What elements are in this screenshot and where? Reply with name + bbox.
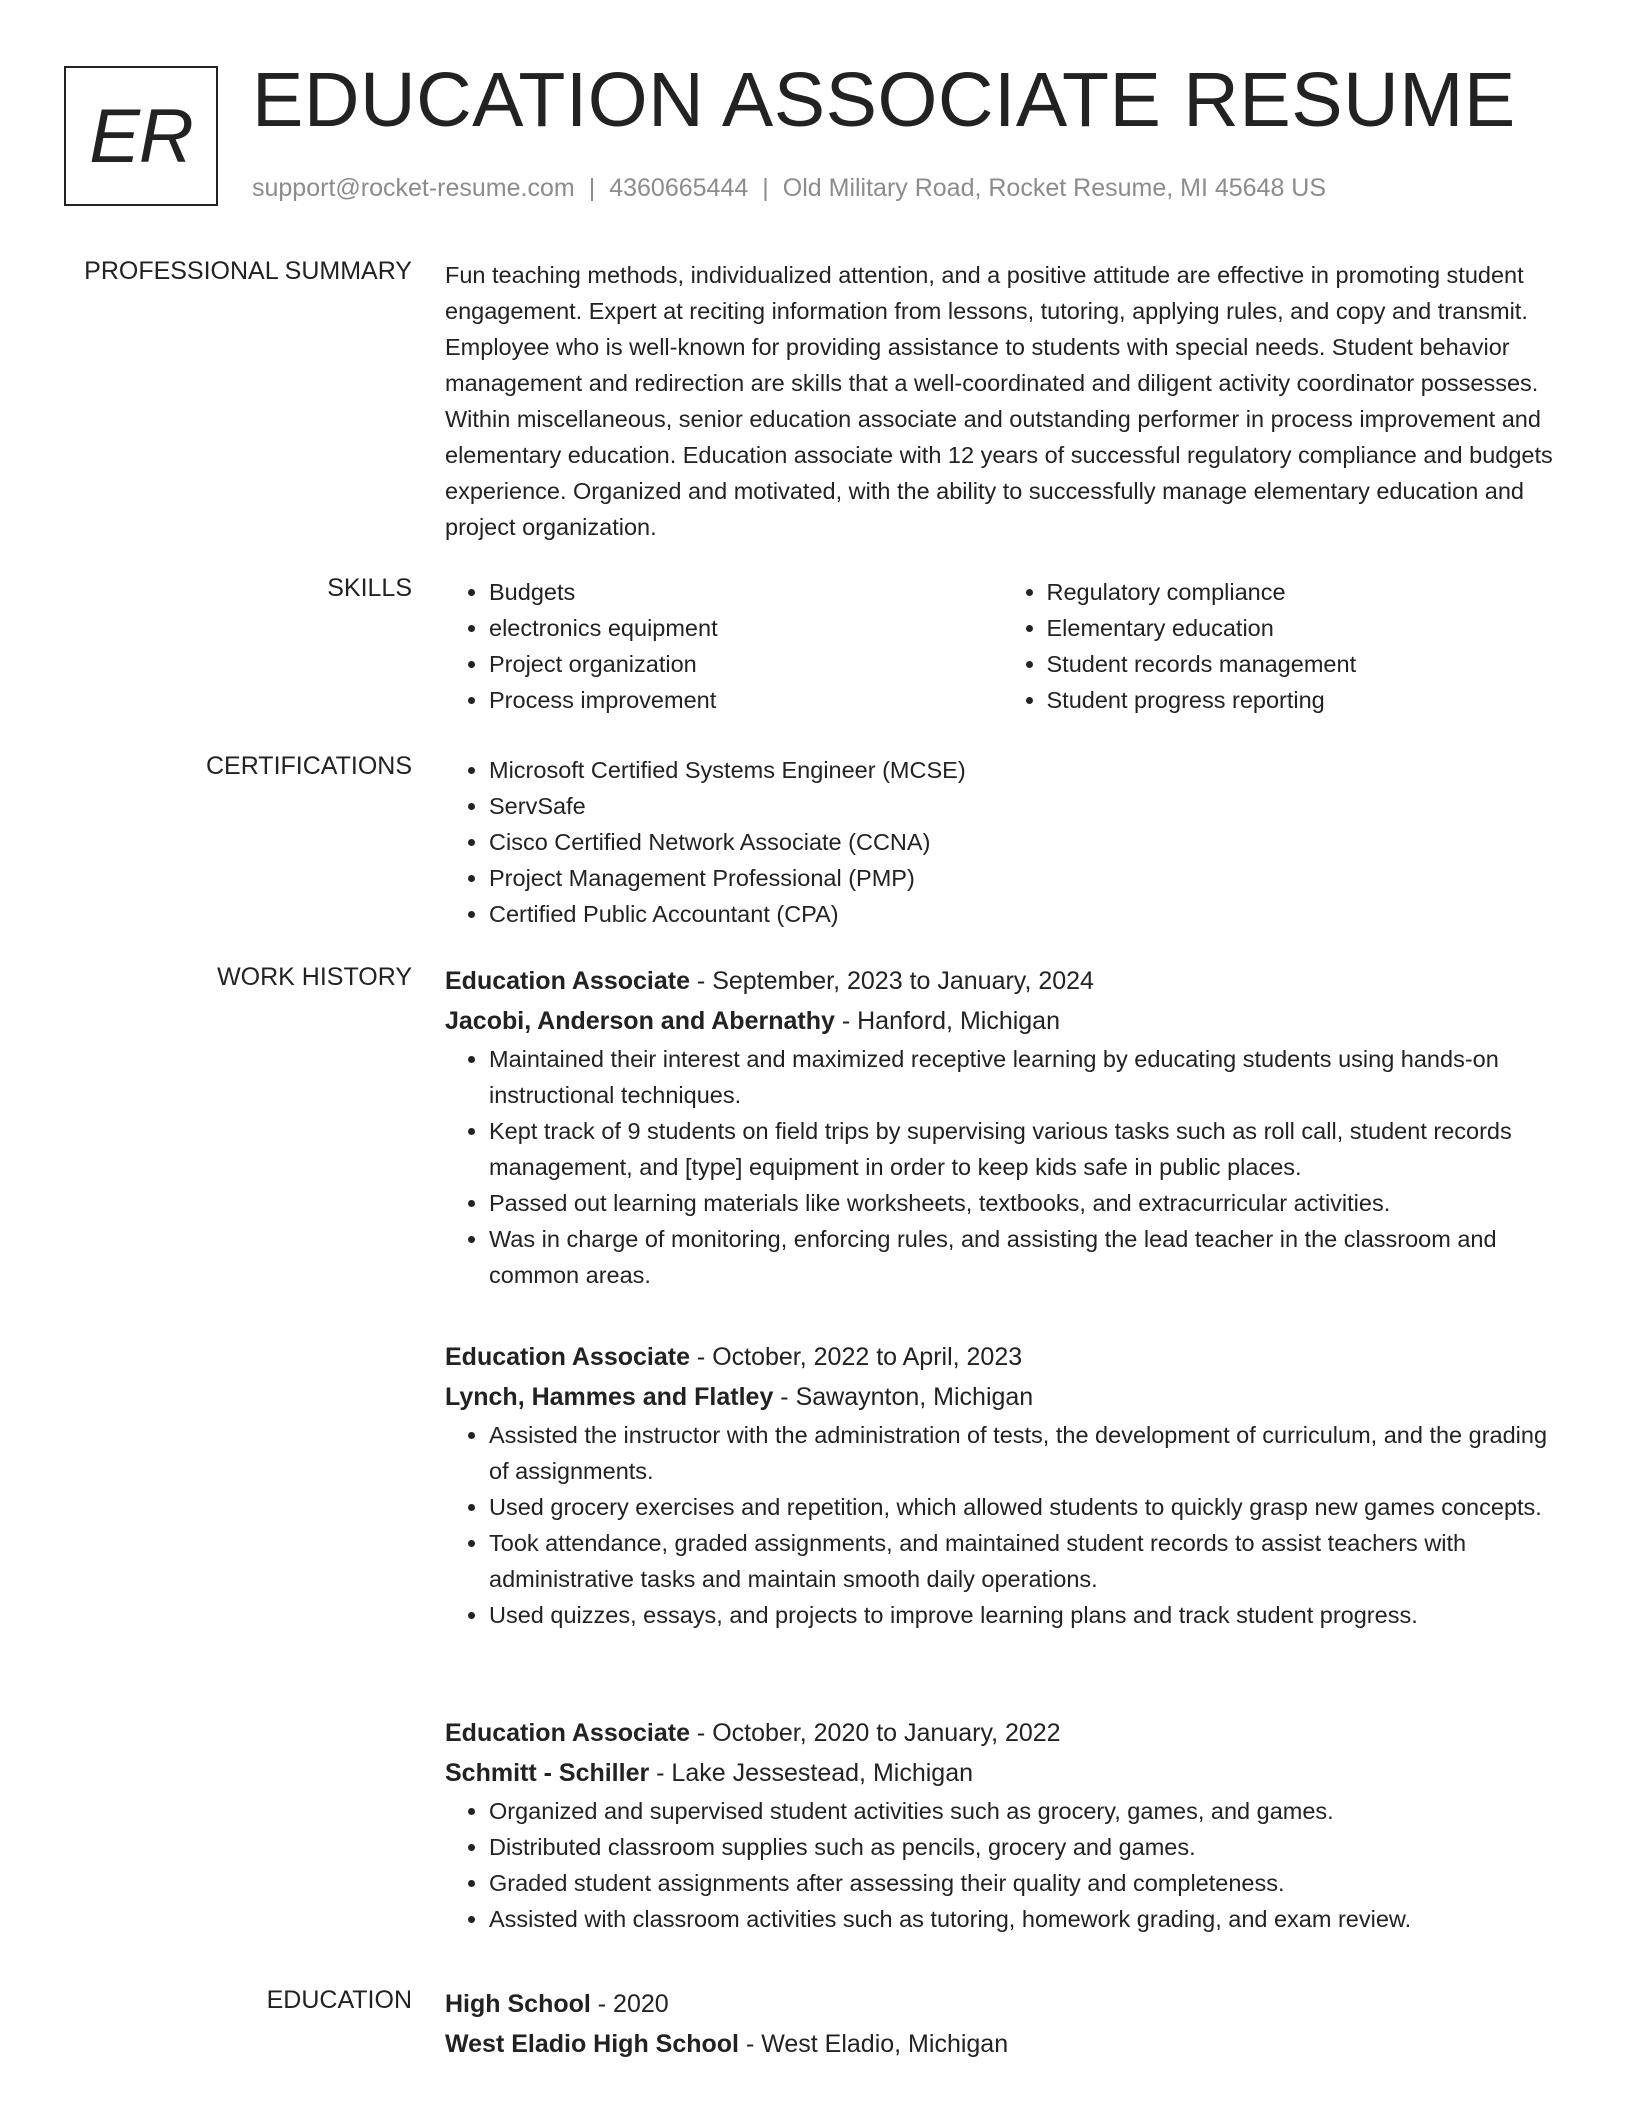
job-company: Schmitt - Schiller <box>445 1759 650 1787</box>
job-dates: - October, 2020 to January, 2022 <box>689 1719 1061 1747</box>
contact-phone[interactable]: 4360665444 <box>609 174 749 202</box>
job-bullet: • Maintained their interest and maximized receptive learning by educating students using hands-on instructional techniques. <box>489 1041 1560 1113</box>
certification-item: • Microsoft Certified Systems Engineer (MCSE) <box>489 752 1560 788</box>
section-label-certifications: CERTIFICATIONS <box>205 752 412 780</box>
certifications-list <box>445 752 1560 932</box>
skills-list-left <box>445 574 1003 718</box>
resume-title: EDUCATION ASSOCIATE RESUME <box>252 57 1516 143</box>
job-bullet: • Used grocery exercises and repetition, which allowed students to quickly grasp new games concepts. <box>489 1489 1560 1525</box>
skill-item: • Budgets <box>489 574 1003 610</box>
job-title-line <box>445 1337 1560 1377</box>
summary-text: Fun teaching methods, individualized attention, and a positive attitude are effective in promoting student engagement. Expert at reciting information from lessons, tutoring, applying rules, and copy and transmit. Employee who is well-known for providing assistance to students with special needs. Student behavior management and redirection are skills that a well-coordinated and diligent activity coordinator possesses. Within miscellaneous, senior education associate and outstanding performer in process improvement and elementary education. Education associate with 12 years of successful regulatory compliance and budgets experience. Organized and motivated, with the ability to successfully manage elementary education and project organization. <box>445 262 1553 540</box>
contact-email[interactable]: support@rocket-resume.com <box>252 174 575 202</box>
education-entry <box>445 1984 1560 2064</box>
skill-item: • Process improvement <box>489 682 1003 718</box>
skill-item: • Project organization <box>489 646 1003 682</box>
job-title-line <box>445 961 1560 1001</box>
education-location: - West Eladio, Michigan <box>739 2030 1009 2058</box>
job-bullet: • Graded student assignments after assessing their quality and completeness. <box>489 1865 1560 1901</box>
job-bullet: • Was in charge of monitoring, enforcing rules, and assisting the lead teacher in the classroom and common areas. <box>489 1221 1560 1293</box>
job-bullet: • Distributed classroom supplies such as pencils, grocery and games. <box>489 1829 1560 1865</box>
job-bullets <box>445 1417 1560 1633</box>
education-year: - 2020 <box>590 1990 669 2018</box>
certification-item: • ServSafe <box>489 788 1560 824</box>
job-location: - Hanford, Michigan <box>834 1007 1060 1035</box>
summary-section <box>445 257 1560 545</box>
section-label-education: EDUCATION <box>266 1986 412 2014</box>
education-degree-line <box>445 1984 1560 2024</box>
job-bullet: • Assisted the instructor with the administration of tests, the development of curriculum, and the grading of assignments. <box>489 1417 1560 1489</box>
job-bullets <box>445 1793 1560 1937</box>
skills-list-right <box>1003 574 1561 718</box>
job-dates: - October, 2022 to April, 2023 <box>689 1343 1023 1371</box>
contact-line <box>252 174 1326 203</box>
job-title: Education Associate <box>445 1343 690 1371</box>
certification-item: • Project Management Professional (PMP) <box>489 860 1560 896</box>
job-entry <box>445 1713 1560 1937</box>
skill-item: • Student records management <box>1047 646 1561 682</box>
job-company: Lynch, Hammes and Flatley <box>445 1383 774 1411</box>
certification-item: • Cisco Certified Network Associate (CCNA) <box>489 824 1560 860</box>
section-label-summary: PROFESSIONAL SUMMARY <box>84 257 412 285</box>
job-bullet: • Used quizzes, essays, and projects to improve learning plans and track student progress. <box>489 1597 1560 1633</box>
job-company: Jacobi, Anderson and Abernathy <box>445 1007 835 1035</box>
contact-separator: | <box>588 174 596 202</box>
job-title: Education Associate <box>445 1719 690 1747</box>
job-entry <box>445 961 1560 1293</box>
job-entry <box>445 1337 1560 1633</box>
monogram-logo: ER <box>64 66 218 206</box>
contact-separator: | <box>762 174 769 202</box>
education-degree: High School <box>445 1990 591 2018</box>
job-bullets <box>445 1041 1560 1293</box>
job-location: - Sawaynton, Michigan <box>773 1383 1034 1411</box>
job-bullet: • Passed out learning materials like worksheets, textbooks, and extracurricular activities. <box>489 1185 1560 1221</box>
education-school: West Eladio High School <box>445 2030 740 2058</box>
contact-address: Old Military Road, Rocket Resume, MI 45648 US <box>782 174 1327 202</box>
section-label-skills: SKILLS <box>327 574 412 602</box>
certifications-section <box>445 752 1560 932</box>
skill-item: • Regulatory compliance <box>1047 574 1561 610</box>
job-title: Education Associate <box>445 967 690 995</box>
section-label-work-history: WORK HISTORY <box>217 963 412 991</box>
job-bullet: • Assisted with classroom activities such as tutoring, homework grading, and exam review. <box>489 1901 1560 1937</box>
certification-item: • Certified Public Accountant (CPA) <box>489 896 1560 932</box>
job-bullet: • Organized and supervised student activities such as grocery, games, and games. <box>489 1793 1560 1829</box>
skills-section <box>445 574 1560 718</box>
job-dates: - September, 2023 to January, 2024 <box>689 967 1094 995</box>
skill-item: • electronics equipment <box>489 610 1003 646</box>
job-bullet: • Took attendance, graded assignments, and maintained student records to assist teachers with administrative tasks and maintain smooth daily operations. <box>489 1525 1560 1597</box>
job-company-line <box>445 1753 1560 1793</box>
education-school-line <box>445 2024 1560 2064</box>
job-bullet: • Kept track of 9 students on field trips by supervising various tasks such as roll call, student records management, and [type] equipment in order to keep kids safe in public places. <box>489 1113 1560 1185</box>
skill-item: • Student progress reporting <box>1047 682 1561 718</box>
job-location: - Lake Jessestead, Michigan <box>649 1759 973 1787</box>
job-company-line <box>445 1377 1560 1417</box>
skill-item: • Elementary education <box>1047 610 1561 646</box>
job-title-line <box>445 1713 1560 1753</box>
job-company-line <box>445 1001 1560 1041</box>
